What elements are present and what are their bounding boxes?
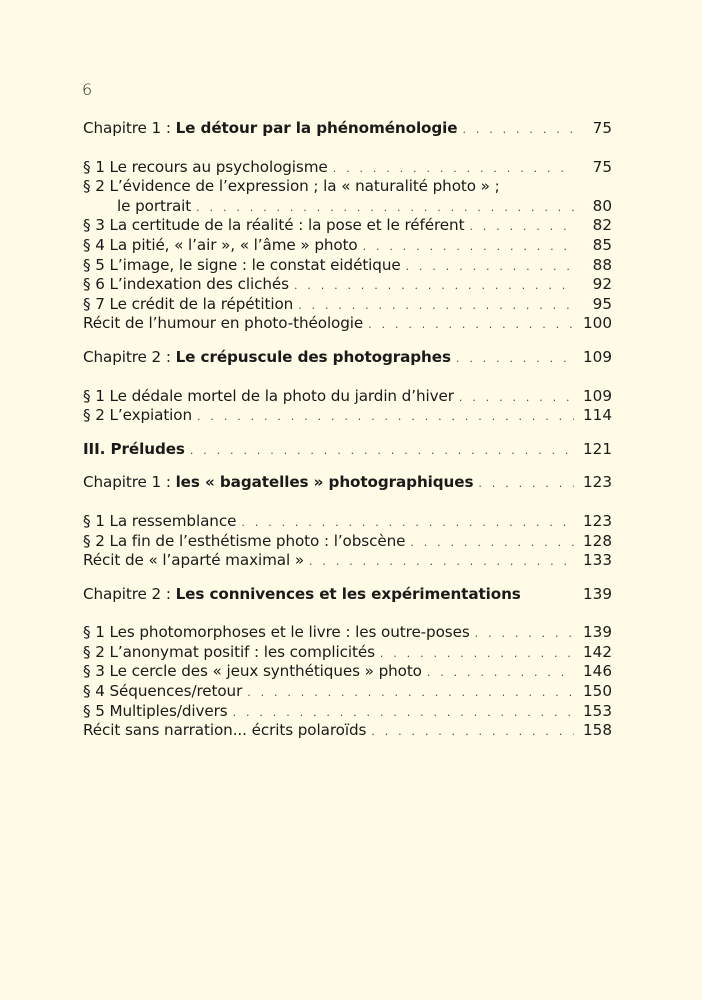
section-label: § 1 Le recours au psychologisme — [83, 157, 328, 176]
page-ref: 85 — [592, 235, 612, 254]
section-label: § 1 Les photomorphoses et le livre : les outre-poses — [83, 623, 470, 642]
section-label: § 2 L’évidence de l’expression ; la « naturalité photo » ; — [83, 177, 500, 196]
page-ref: 150 — [583, 682, 612, 701]
part-title: III. Préludes — [83, 439, 185, 458]
toc-section-entry[interactable] — [83, 406, 612, 426]
toc-section-entry[interactable] — [83, 216, 612, 236]
chapter-prefix: Chapitre 2 : — [83, 584, 176, 603]
section-label: § 4 La pitié, « l’air », « l’âme » photo — [83, 235, 358, 254]
page-ref: 139 — [583, 623, 612, 642]
chapter-prefix: Chapitre 1 : — [83, 119, 176, 137]
page-ref: 109 — [583, 386, 612, 405]
chapter-prefix: Chapitre 1 : — [83, 473, 176, 492]
toc-section-entry[interactable] — [83, 682, 612, 702]
toc-section-entry[interactable] — [83, 275, 612, 295]
section-label-continuation: le portrait — [117, 196, 192, 215]
page-ref: 92 — [592, 275, 612, 294]
toc-section-entry[interactable] — [83, 295, 612, 315]
dot-leader — [459, 388, 574, 408]
toc-chapter-entry[interactable] — [83, 348, 612, 368]
dot-leader — [309, 552, 574, 572]
toc-chapter-entry[interactable] — [83, 473, 612, 493]
section-label: Récit sans narration... écrits polaroïds — [83, 721, 367, 740]
toc-chapter-entry[interactable] — [83, 119, 612, 139]
dot-leader — [197, 407, 574, 427]
page-ref: 142 — [583, 642, 612, 661]
dot-leader — [298, 296, 574, 316]
section-label: § 2 L’expiation — [83, 406, 193, 425]
dot-leader — [380, 644, 574, 664]
page-ref: 75 — [592, 157, 612, 176]
dot-leader — [368, 315, 574, 335]
toc-section-entry[interactable] — [83, 532, 612, 552]
toc-section-entry[interactable] — [83, 512, 612, 532]
page-ref: 88 — [592, 255, 612, 274]
dot-leader — [333, 159, 574, 179]
toc-section-entry[interactable] — [83, 551, 612, 571]
section-label: § 4 Séquences/retour — [83, 682, 243, 701]
page-ref: 139 — [583, 584, 612, 603]
section-label: § 5 L’image, le signe : le constat eidétique — [83, 255, 401, 274]
dot-leader — [456, 349, 574, 369]
page-ref: 153 — [583, 701, 612, 720]
section-label: § 2 L’anonymat positif : les complicités — [83, 642, 375, 661]
page-ref: 121 — [583, 439, 612, 458]
page-ref: 75 — [592, 119, 612, 137]
toc-section-entry[interactable] — [83, 623, 612, 643]
section-label: § 2 La fin de l’esthétisme photo : l’obscène — [83, 531, 406, 550]
page-ref: 146 — [583, 662, 612, 681]
chapter-title: les « bagatelles » photographiques — [175, 473, 474, 492]
toc-section-entry[interactable] — [83, 643, 612, 663]
dot-leader — [247, 683, 574, 703]
page-ref: 123 — [583, 473, 612, 492]
toc-section-continuation[interactable] — [83, 197, 612, 217]
chapter-prefix: Chapitre 2 : — [83, 347, 176, 366]
dot-leader — [469, 217, 574, 237]
toc-section-entry[interactable] — [83, 236, 612, 256]
section-label: Récit de l’humour en photo-théologie — [83, 314, 364, 333]
section-label: § 1 Le dédale mortel de la photo du jardin d’hiver — [83, 386, 454, 405]
section-label: § 6 L’indexation des clichés — [83, 275, 289, 294]
page-ref: 100 — [583, 314, 612, 333]
section-label: Récit de « l’aparté maximal » — [83, 551, 305, 570]
toc-section-entry[interactable] — [83, 702, 612, 722]
toc-part-entry[interactable] — [83, 440, 612, 460]
table-of-contents — [83, 119, 612, 741]
chapter-title: Le détour par la phénoménologie — [175, 119, 458, 137]
page-ref: 114 — [583, 406, 612, 425]
dot-leader — [363, 237, 574, 257]
toc-section-entry[interactable] — [83, 177, 612, 197]
toc-section-entry[interactable] — [83, 158, 612, 178]
section-label: § 3 La certitude de la réalité : la pose et le référent — [83, 216, 465, 235]
dot-leader — [462, 120, 574, 140]
page-ref: 82 — [592, 216, 612, 235]
toc-section-entry[interactable] — [83, 314, 612, 334]
section-label: § 5 Multiples/divers — [83, 701, 228, 720]
dot-leader — [371, 722, 574, 742]
toc-section-entry[interactable] — [83, 387, 612, 407]
page-ref: 80 — [592, 196, 612, 215]
page-ref: 95 — [592, 294, 612, 313]
dot-leader — [410, 533, 574, 553]
page-ref: 133 — [583, 551, 612, 570]
chapter-title: Le crépuscule des photographes — [175, 347, 451, 366]
dot-leader — [475, 624, 574, 644]
dot-leader — [196, 198, 574, 218]
toc-section-entry[interactable] — [83, 256, 612, 276]
page-ref: 158 — [583, 721, 612, 740]
page-number: 6 — [82, 80, 93, 99]
dot-leader — [478, 474, 574, 494]
page-ref: 123 — [583, 511, 612, 530]
dot-leader — [241, 513, 574, 533]
dot-leader — [190, 441, 574, 461]
chapter-title: Les connivences et les expérimentations — [175, 584, 521, 603]
toc-section-entry[interactable] — [83, 662, 612, 682]
toc-chapter-entry[interactable] — [83, 585, 612, 605]
page-ref: 128 — [583, 531, 612, 550]
dot-leader — [233, 703, 574, 723]
dot-leader — [427, 663, 574, 683]
section-label: § 7 Le crédit de la répétition — [83, 294, 294, 313]
toc-section-entry[interactable] — [83, 721, 612, 741]
dot-leader — [406, 257, 574, 277]
page-ref: 109 — [583, 347, 612, 366]
section-label: § 3 Le cercle des « jeux synthétiques » photo — [83, 662, 422, 681]
dot-leader — [294, 276, 574, 296]
section-label: § 1 La ressemblance — [83, 511, 237, 530]
